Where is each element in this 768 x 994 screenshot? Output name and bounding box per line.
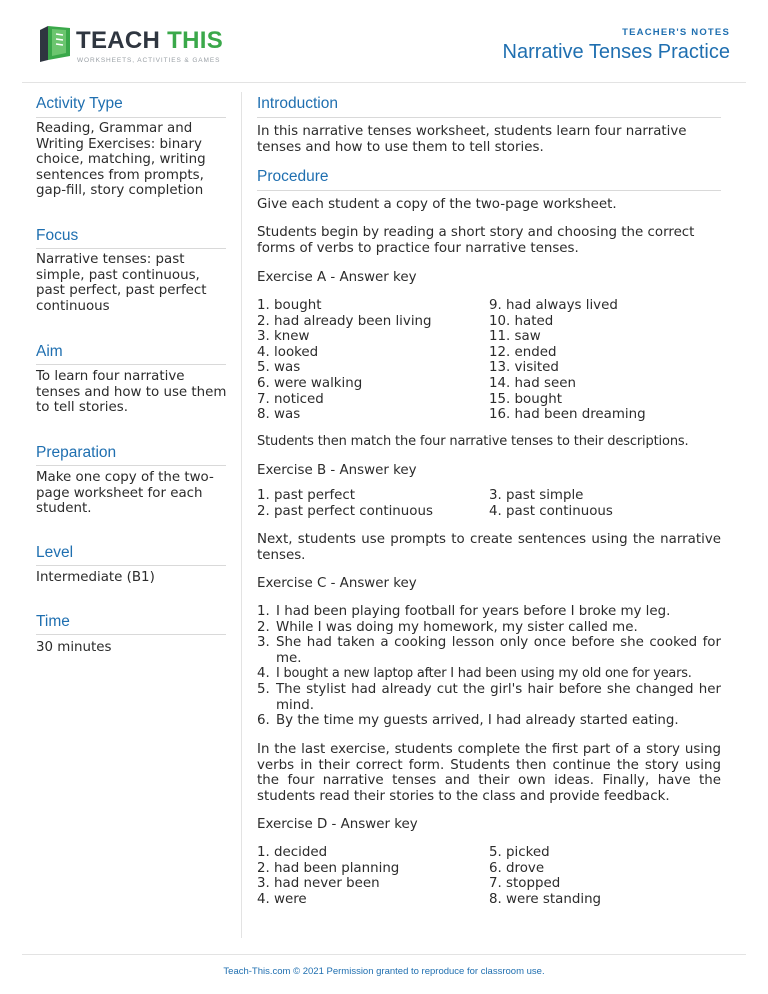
item-text: I bought a new laptop after I had been using my old one for years. <box>276 666 692 682</box>
list-item <box>257 620 721 636</box>
introduction-rule <box>257 117 721 118</box>
activity-type-rule <box>36 117 226 118</box>
item-text: She had taken a cooking lesson only once before she cooked for me. <box>276 635 721 666</box>
answer-item: 8. were standing <box>489 891 602 907</box>
item-text: By the time my guests arrived, I had already started eating. <box>276 713 679 729</box>
preparation-text: Make one copy of the two-page worksheet for each student. <box>36 470 214 517</box>
level-text: Intermediate (B1) <box>36 570 155 585</box>
answer-item: 5. picked <box>489 845 550 860</box>
preparation-rule <box>36 465 226 466</box>
answer-item: 11. saw <box>489 329 541 345</box>
answer-item: 2. had been planning <box>257 860 400 876</box>
procedure-paragraph-3: Students then match the four narrative tenses to their descriptions. <box>257 434 689 449</box>
page-title: Narrative Tenses Practice <box>502 41 730 63</box>
column-divider <box>241 92 242 938</box>
exercise-d-column-2 <box>489 845 719 907</box>
brand-word-this: THIS <box>167 27 224 54</box>
procedure-paragraph-5: In the last exercise, students complete the first part of a story using verbs in their correct form. Students then continue the story using the four narrative tenses and their own ideas. Finally, have the students read their stories to the class and provide feedback. <box>257 742 721 804</box>
list-item <box>257 666 721 682</box>
exercise-a-label: Exercise A - Answer key <box>257 270 417 285</box>
answer-item: 12. ended <box>489 344 557 360</box>
exercise-c-label: Exercise C - Answer key <box>257 576 417 591</box>
introduction-text: In this narrative tenses worksheet, students learn four narrative tenses and how to use them to tell stories. <box>257 124 687 155</box>
activity-type-heading: Activity Type <box>36 95 123 112</box>
brand-logo <box>36 22 236 68</box>
activity-type-text: Reading, Grammar and Writing Exercises: binary choice, matching, writing sentences from prompts, gap-fill, story completion <box>36 121 206 199</box>
procedure-rule <box>257 190 721 191</box>
level-heading: Level <box>36 544 74 561</box>
procedure-paragraph-2: Students begin by reading a short story and choosing the correct forms of verbs to practice four narrative tenses. <box>257 225 695 256</box>
header-divider <box>22 82 746 83</box>
book-icon <box>36 24 74 64</box>
teachers-notes-kicker: TEACHER'S NOTES <box>622 27 730 38</box>
item-text: While I was doing my homework, my sister called me. <box>276 619 638 635</box>
aim-heading: Aim <box>36 343 63 360</box>
list-item <box>257 635 721 666</box>
item-number: 5. <box>257 681 270 697</box>
brand-wordmark <box>76 27 223 55</box>
focus-text: Narrative tenses: past simple, past continuous, past perfect, past perfect continuous <box>36 252 207 314</box>
time-heading: Time <box>36 613 70 630</box>
time-text: 30 minutes <box>36 640 112 655</box>
introduction-heading: Introduction <box>257 95 338 112</box>
exercise-b-label: Exercise B - Answer key <box>257 463 417 478</box>
level-rule <box>36 565 226 566</box>
answer-item: 2. past perfect continuous <box>257 503 433 519</box>
answer-item: 7. noticed <box>257 391 324 407</box>
answer-item: 3. knew <box>257 329 310 345</box>
aim-text: To learn four narrative tenses and how to use them to tell stories. <box>36 369 227 416</box>
answer-item: 6. were walking <box>257 375 363 391</box>
exercise-b-column-2 <box>489 488 719 519</box>
item-number: 4. <box>257 666 270 682</box>
list-item <box>257 713 721 729</box>
focus-heading: Focus <box>36 227 79 244</box>
procedure-paragraph-1: Give each student a copy of the two-page worksheet. <box>257 197 617 212</box>
answer-item: 7. stopped <box>489 876 561 892</box>
answer-item: 6. drove <box>489 860 545 876</box>
item-number: 2. <box>257 619 270 635</box>
answer-item: 3. had never been <box>257 876 380 892</box>
answer-item: 16. had been dreaming <box>489 407 646 423</box>
footer-divider <box>22 954 746 955</box>
answer-item: 4. past continuous <box>489 503 613 519</box>
answer-item: 4. looked <box>257 344 319 360</box>
brand-tagline: WORKSHEETS, ACTIVITIES & GAMES <box>77 57 221 64</box>
item-number: 6. <box>257 713 270 729</box>
procedure-heading: Procedure <box>257 168 329 185</box>
answer-item: 14. had seen <box>489 375 576 391</box>
item-number: 1. <box>257 604 270 619</box>
item-text: The stylist had already cut the girl's hair before she changed her mind. <box>276 681 721 713</box>
answer-item: 9. had always lived <box>489 298 618 313</box>
time-rule <box>36 634 226 635</box>
answer-item: 8. was <box>257 407 301 423</box>
answer-item: 2. had already been living <box>257 313 432 329</box>
answer-item: 13. visited <box>489 360 559 376</box>
focus-rule <box>36 248 226 249</box>
item-number: 3. <box>257 635 270 651</box>
footer-copyright: Teach-This.com © 2021 Permission granted to reproduce for classroom use. <box>223 966 545 977</box>
exercise-c-list <box>257 604 721 729</box>
answer-item: 15. bought <box>489 391 562 407</box>
procedure-paragraph-4: Next, students use prompts to create sentences using the narrative tenses. <box>257 532 721 563</box>
exercise-a-column-2 <box>489 298 719 423</box>
answer-item: 5. was <box>257 360 301 376</box>
answer-item: 1. bought <box>257 298 322 313</box>
preparation-heading: Preparation <box>36 444 117 461</box>
item-text: I had been playing football for years before I broke my leg. <box>276 604 671 619</box>
answer-item: 1. decided <box>257 845 328 860</box>
list-item <box>257 604 721 620</box>
list-item <box>257 682 721 713</box>
exercise-d-label: Exercise D - Answer key <box>257 817 418 832</box>
answer-item: 1. past perfect <box>257 488 356 503</box>
answer-item: 10. hated <box>489 313 554 329</box>
answer-item: 3. past simple <box>489 488 584 503</box>
answer-item: 4. were <box>257 891 307 907</box>
aim-rule <box>36 364 226 365</box>
brand-word-teach: TEACH <box>76 27 161 54</box>
